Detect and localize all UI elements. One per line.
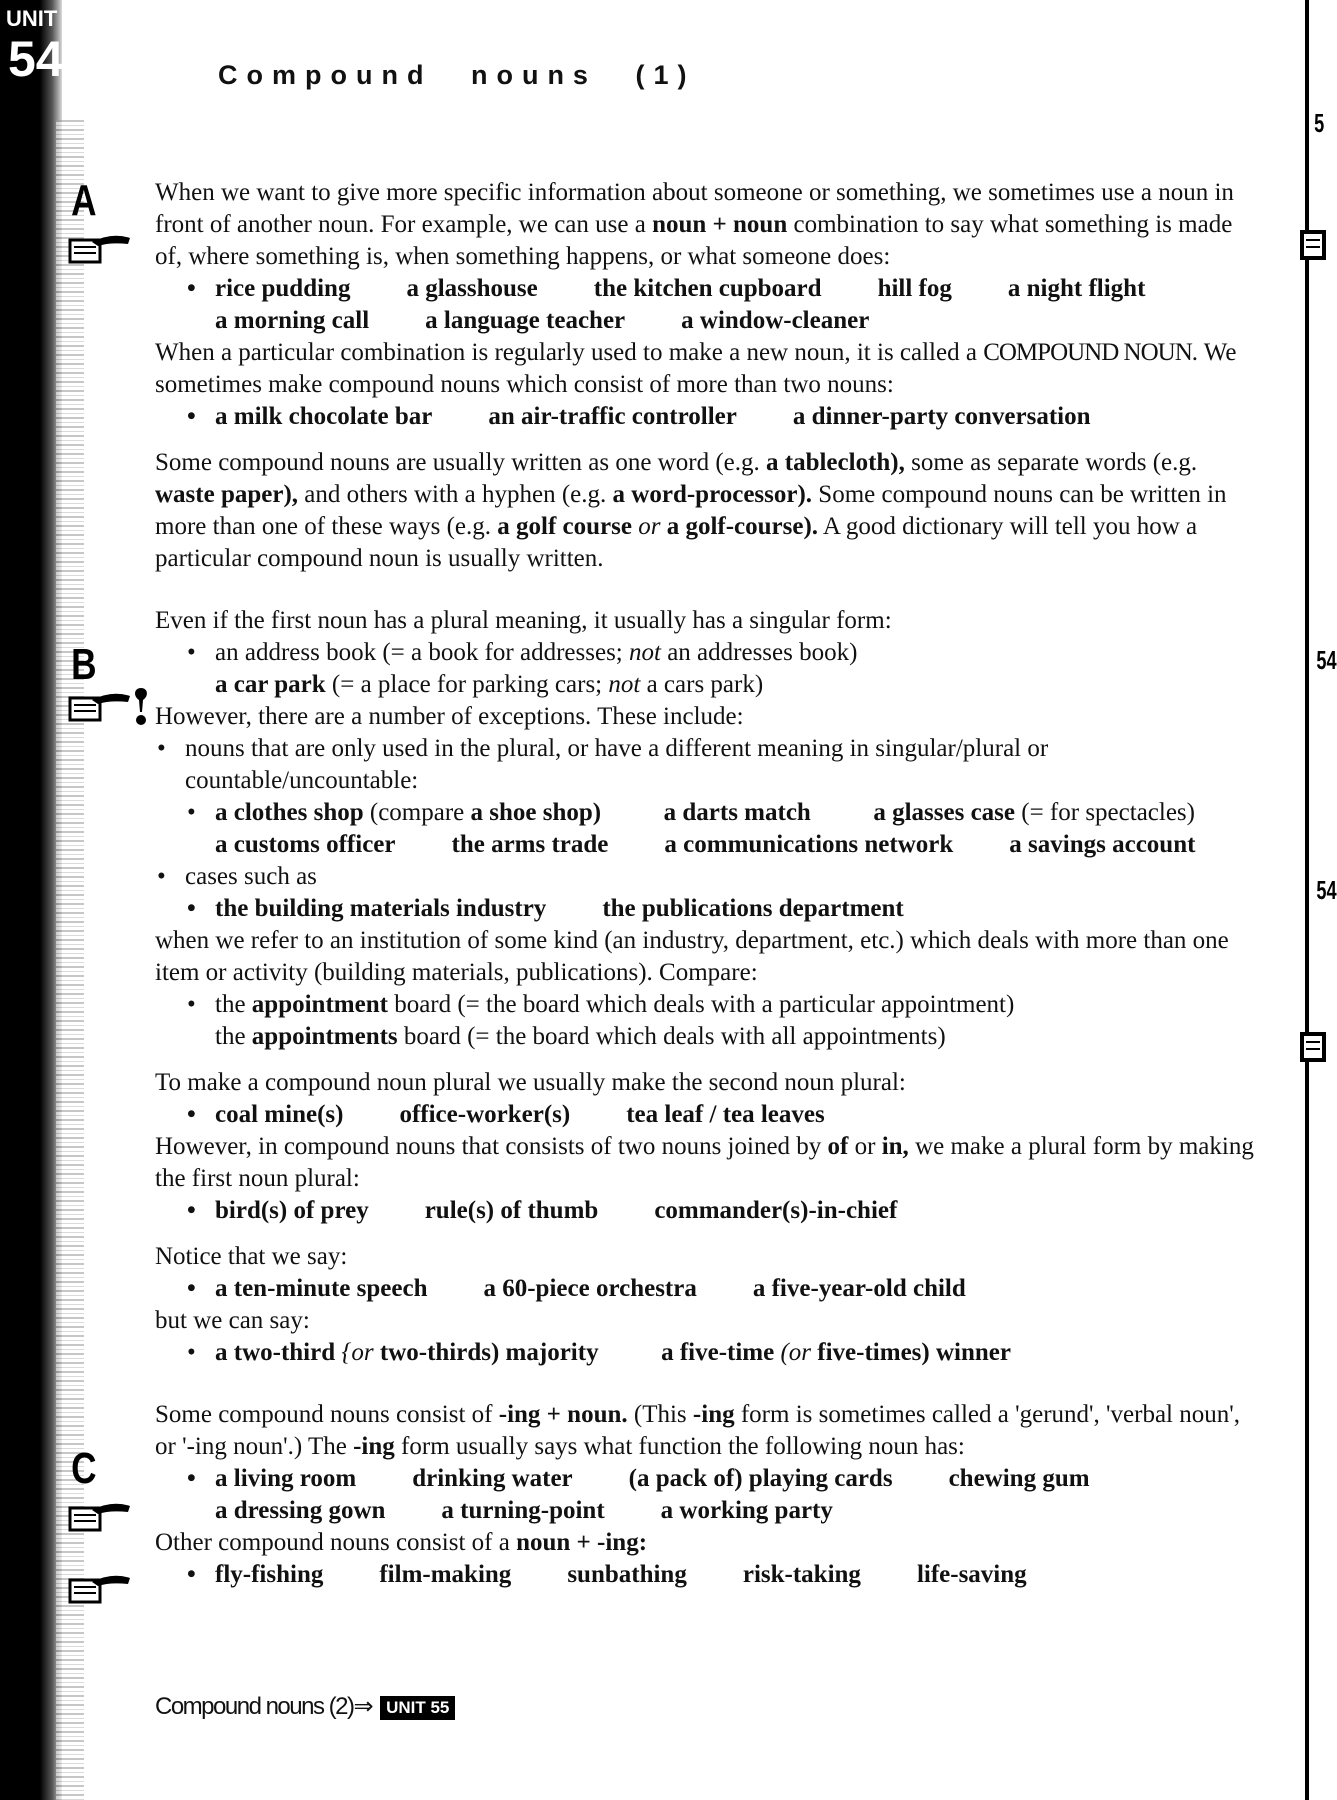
text-run: A good dictionary will tell you how a particular compound noun is usually written. xyxy=(155,513,1198,572)
example-term: a night flight xyxy=(1007,275,1146,302)
example-term: the publications department xyxy=(602,895,904,922)
text-run xyxy=(601,799,664,826)
text-run: COMPOUND NOUN xyxy=(983,339,1192,366)
text-run: -ing xyxy=(353,1433,395,1460)
paragraph: when we refer to an institution of some kind (an industry, department, etc.) which deals with more than one item or activity (building materials, publications). Compare: xyxy=(155,927,1229,986)
text-run: When a particular combination is regularly used to make a new noun, it is called a xyxy=(155,339,984,366)
right-margin-ref: 54 xyxy=(1316,875,1337,905)
text-run: board (= the board which deals with all appointments) xyxy=(397,1023,946,1050)
example-term: chewing gum xyxy=(948,1465,1090,1492)
book-icon xyxy=(1298,228,1328,262)
strip-texture xyxy=(56,120,84,1800)
text-run: an address book (= a book for addresses; xyxy=(215,639,629,666)
paragraph: Even if the first noun has a plural meaning, it usually has a singular form: xyxy=(155,607,892,634)
example-term: a customs officer xyxy=(215,831,396,858)
text-run: five-times) winner xyxy=(811,1339,1011,1366)
right-page-edge xyxy=(1305,0,1309,1800)
example-term: a five-year-old child xyxy=(752,1275,966,1302)
text-run: form usually says what function the following noun has: xyxy=(394,1433,965,1460)
text-run: (compare xyxy=(363,799,471,826)
text-run: a car park xyxy=(215,671,326,698)
example-list xyxy=(155,893,1255,925)
text-run: the xyxy=(215,1023,252,1050)
example-term: life-saving xyxy=(916,1561,1027,1588)
hand-book-icon xyxy=(62,1572,132,1606)
example-term: a dressing gown xyxy=(215,1497,386,1524)
example-term: rice pudding xyxy=(215,275,351,302)
text-run: the xyxy=(215,991,252,1018)
text-run: an addresses book) xyxy=(660,639,858,666)
example-line xyxy=(155,669,1255,701)
example-term: the kitchen cupboard xyxy=(593,275,822,302)
example-term: a dinner-party conversation xyxy=(792,403,1091,430)
text-run: a five-time xyxy=(661,1339,781,1366)
text-run: a shoe shop) xyxy=(470,799,602,826)
text-run: a golf course xyxy=(497,513,632,540)
text-run: noun + -ing: xyxy=(516,1529,648,1556)
page-title: Compound nouns (1) xyxy=(218,60,696,90)
example-term: risk-taking xyxy=(742,1561,861,1588)
example-term: hill fog xyxy=(877,275,952,302)
example-term: a communications network xyxy=(664,831,954,858)
text-run: some as separate words (e.g. xyxy=(904,449,1198,476)
example-term: the arms trade xyxy=(451,831,609,858)
example-term: a 60-piece orchestra xyxy=(483,1275,697,1302)
text-run: not xyxy=(629,639,661,666)
text-run: {or xyxy=(341,1339,374,1366)
example-term: coal mine(s) xyxy=(215,1101,344,1128)
example-list xyxy=(155,1273,1255,1305)
hand-book-icon xyxy=(62,1500,132,1534)
section-letter-a: A xyxy=(71,176,97,225)
section-letter-b: B xyxy=(71,640,97,689)
example-term: sunbathing xyxy=(567,1561,687,1588)
example-list xyxy=(155,1463,1255,1495)
section-letter-c: C xyxy=(71,1444,97,1493)
text-run: a two-third xyxy=(215,1339,342,1366)
exception-item: • cases such as xyxy=(155,861,1255,893)
example-term: a milk chocolate bar xyxy=(215,403,433,430)
text-run: (or xyxy=(780,1339,812,1366)
text-run: or xyxy=(638,513,661,540)
paragraph xyxy=(155,1527,1255,1559)
text-run: a clothes shop xyxy=(215,799,364,826)
example-line xyxy=(155,797,1255,829)
example-term: a turning-point xyxy=(441,1497,605,1524)
unit-label: UNIT xyxy=(6,6,58,31)
left-margin-strip xyxy=(0,0,62,1800)
example-list xyxy=(155,273,1255,305)
unit-content xyxy=(155,177,1255,1591)
text-run: Some compound nouns are usually written as one word (e.g. xyxy=(155,449,766,476)
text-run xyxy=(811,799,874,826)
example-term: bird(s) of prey xyxy=(215,1197,369,1224)
example-line xyxy=(155,1021,1255,1053)
example-term: a working party xyxy=(660,1497,833,1524)
text-run xyxy=(599,1339,662,1366)
example-term: a glasshouse xyxy=(406,275,538,302)
paragraph xyxy=(155,1399,1255,1463)
text-run: form is sometimes called a 'gerund', 'verbal noun', or '-ing noun'.) The xyxy=(155,1401,1240,1460)
hand-book-icon xyxy=(62,690,132,724)
cross-reference-text: Compound nouns (2) xyxy=(155,1693,354,1720)
text-run: -ing xyxy=(692,1401,735,1428)
example-list xyxy=(155,1195,1255,1227)
right-margin-ref: 54 xyxy=(1316,645,1337,675)
paragraph: Notice that we say: xyxy=(155,1243,348,1270)
text-run: However, xyxy=(155,1133,252,1160)
unit-number: 54 xyxy=(8,31,64,87)
unit-badge: UNIT 55 xyxy=(380,1696,455,1720)
example-list xyxy=(155,401,1255,433)
arrow-right-icon: ⇒ xyxy=(353,1693,373,1720)
paragraph: but we can say: xyxy=(155,1307,310,1334)
example-term: commander(s)-in-chief xyxy=(654,1197,898,1224)
text-run: Other compound nouns consist of a xyxy=(155,1529,517,1556)
example-list xyxy=(155,1495,1255,1527)
example-term: rule(s) of thumb xyxy=(424,1197,599,1224)
book-icon xyxy=(1298,1030,1328,1064)
example-list xyxy=(155,1559,1255,1591)
text-run: in compound nouns that consists of two nouns joined by xyxy=(251,1133,828,1160)
example-line xyxy=(155,637,1255,669)
text-run: Some compound nouns consist of xyxy=(155,1401,499,1428)
text-run: a golf-course). xyxy=(666,513,819,540)
example-term: office-worker(s) xyxy=(399,1101,571,1128)
example-list xyxy=(155,305,1255,337)
example-term: the building materials industry xyxy=(215,895,547,922)
text-run: a tablecloth), xyxy=(766,449,905,476)
text-run: -ing + noun. xyxy=(498,1401,628,1428)
text-run: combination to say what something is made of, where something is, when something happens, or what someone does: xyxy=(155,211,1233,270)
text-run: in, xyxy=(881,1133,909,1160)
paragraph: To make a compound noun plural we usually make the second noun plural: xyxy=(155,1069,906,1096)
text-run: Some compound nouns can be written in more than one of these ways (e.g. xyxy=(155,481,1227,540)
paragraph xyxy=(155,177,1255,273)
text-run: board (= the board which deals with a particular appointment) xyxy=(387,991,1015,1018)
text-run: When we want to give more specific information about someone or something, we sometimes use a noun in front of another noun. For example, we can use a xyxy=(155,179,1234,238)
text-run: a glasses case xyxy=(873,799,1015,826)
warning-icon xyxy=(130,686,152,726)
text-run: appointments xyxy=(251,1023,398,1050)
paragraph: However, there are a number of exceptions. These include: xyxy=(155,703,744,730)
example-term: a ten-minute speech xyxy=(215,1275,428,1302)
paragraph xyxy=(155,337,1255,401)
text-run: or xyxy=(848,1133,882,1160)
example-line xyxy=(155,1337,1255,1369)
example-term: tea leaf / tea leaves xyxy=(626,1101,825,1128)
text-run: not xyxy=(608,671,641,698)
text-run: noun + noun xyxy=(652,211,788,238)
text-run: (= for spectacles) xyxy=(1015,799,1195,826)
text-run: waste paper), xyxy=(155,481,299,508)
paragraph xyxy=(155,447,1255,575)
example-term: a morning call xyxy=(215,307,370,334)
text-run: (= a place for parking cars; xyxy=(325,671,609,698)
text-run: . We sometimes make compound nouns which consist of more than two nouns: xyxy=(155,339,1237,398)
text-run: appointment xyxy=(251,991,388,1018)
text-run: (This xyxy=(627,1401,693,1428)
example-term: film-making xyxy=(379,1561,512,1588)
example-term: a living room xyxy=(215,1465,357,1492)
text-run: two-thirds) majority xyxy=(373,1339,599,1366)
example-term: drinking water xyxy=(412,1465,573,1492)
right-margin-ref: 5 xyxy=(1314,108,1325,138)
cross-reference-link[interactable] xyxy=(155,1692,455,1721)
example-term: a savings account xyxy=(1009,831,1196,858)
example-term: (a pack of) playing cards xyxy=(628,1465,893,1492)
example-term: a window-cleaner xyxy=(681,307,870,334)
text-run: a darts match xyxy=(663,799,811,826)
example-line xyxy=(155,989,1255,1021)
hand-book-icon xyxy=(62,232,132,266)
text-run: and others with a hyphen (e.g. xyxy=(298,481,613,508)
text-run: a cars park) xyxy=(640,671,764,698)
text-run: we make a plural form by making the first noun plural: xyxy=(155,1133,1254,1192)
example-term: an air-traffic controller xyxy=(488,403,737,430)
paragraph xyxy=(155,1131,1255,1195)
text-run: of xyxy=(827,1133,849,1160)
example-list xyxy=(155,1099,1255,1131)
text-run: a word-processor). xyxy=(612,481,813,508)
exception-item: • nouns that are only used in the plural, or have a different meaning in singular/plural or countable/uncountable: xyxy=(155,733,1255,797)
example-term: a language teacher xyxy=(425,307,626,334)
example-term: fly-fishing xyxy=(215,1561,324,1588)
example-list xyxy=(155,829,1255,861)
